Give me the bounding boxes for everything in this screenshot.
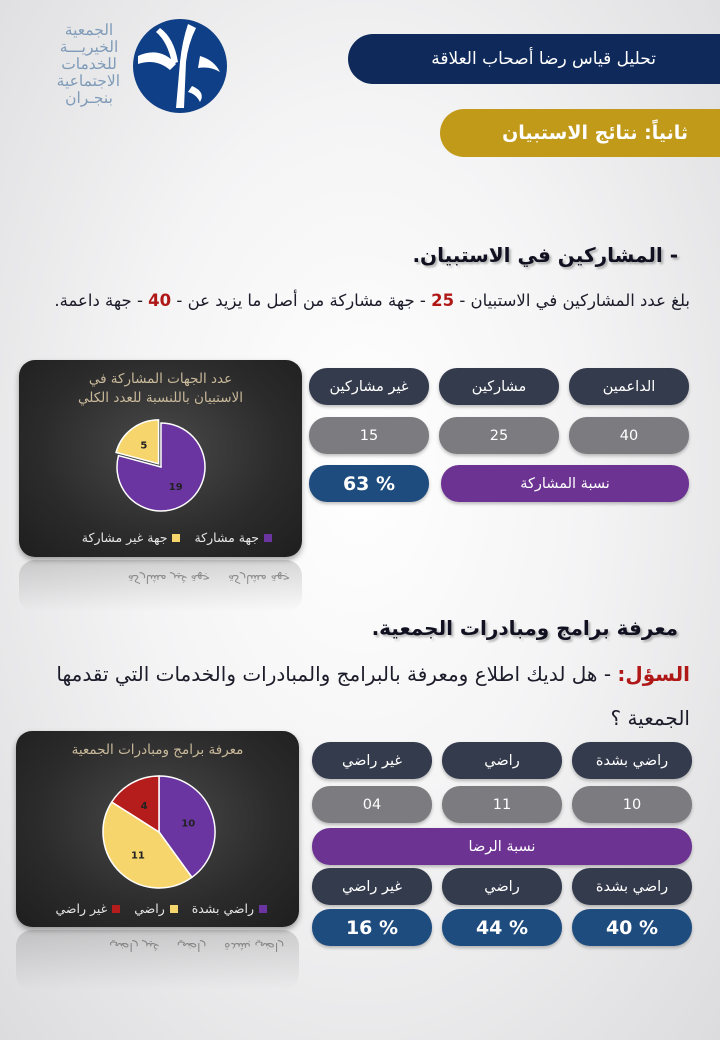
chart1-reflection bbox=[19, 560, 302, 612]
para-text: - جهة داعمة. bbox=[54, 291, 149, 310]
report-title bbox=[348, 34, 720, 84]
legend-label: راضي بشدة bbox=[191, 901, 254, 916]
chart2-legend bbox=[55, 901, 267, 916]
header-very-satisfied: راضي بشدة bbox=[572, 742, 692, 779]
para-text: - جهة مشاركة من أصل ما يزيد عن - bbox=[171, 291, 432, 310]
legend-swatch bbox=[112, 905, 120, 913]
chart1-pie bbox=[110, 416, 212, 518]
logo bbox=[52, 14, 232, 126]
reflection-label: غير راضي bbox=[109, 940, 159, 954]
satisfaction-rate-label: نسبة الرضا bbox=[312, 828, 692, 865]
legend-label: جهة غير مشاركة bbox=[81, 530, 168, 545]
header-not-satisfied: غير راضي bbox=[312, 742, 432, 779]
legend-item bbox=[134, 901, 178, 916]
question-text: - هل لديك اطلاع ومعرفة بالبرامج والمبادرات والخدمات التي تقدمها الجمعية ؟ bbox=[56, 662, 690, 730]
pie-label-not-satisfied: 4 bbox=[140, 801, 148, 813]
reflection-label: راضي bbox=[176, 940, 207, 954]
value-very-satisfied: 10 bbox=[572, 786, 692, 823]
chart1-reflection-legend bbox=[128, 572, 290, 586]
legend-label: غير راضي bbox=[55, 901, 108, 916]
section-title-text: ثانياً: نتائج الاستبيان bbox=[502, 122, 688, 144]
legend-label: جهة مشاركة bbox=[194, 530, 259, 545]
reflection-label: راضي بشدة bbox=[224, 940, 284, 954]
value-not-satisfied: 04 bbox=[312, 786, 432, 823]
reflection-label: جهة غير مشاركة bbox=[127, 572, 211, 586]
chart1-title-line: عدد الجهات المشاركة في bbox=[88, 371, 233, 387]
participants-count: 25 bbox=[431, 291, 455, 310]
header2-very-satisfied: راضي بشدة bbox=[572, 868, 692, 905]
percent-very-satisfied: % 40 bbox=[572, 909, 692, 946]
header-satisfied: راضي bbox=[442, 742, 562, 779]
pie-label-non-participating: 5 bbox=[140, 440, 148, 452]
chart2-reflection-legend bbox=[109, 940, 284, 954]
report-title-text: تحليل قياس رضا أصحاب العلاقة bbox=[431, 49, 656, 69]
chart1-legend bbox=[82, 530, 272, 545]
legend-label: راضي bbox=[134, 901, 165, 916]
header-non-participants: غير مشاركين bbox=[309, 368, 429, 405]
participants-paragraph bbox=[30, 285, 690, 316]
participation-rate-label: نسبة المشاركة bbox=[441, 465, 689, 502]
chart2-pie bbox=[100, 773, 218, 891]
logo-line: للخدمات bbox=[61, 55, 117, 73]
percent-not-satisfied: % 16 bbox=[312, 909, 432, 946]
pie-label-participating: 19 bbox=[168, 482, 183, 494]
header2-satisfied: راضي bbox=[442, 868, 562, 905]
chart1-title-line: الاستبيان باللنسبة للعدد الكلي bbox=[78, 390, 243, 406]
question-label: السؤل: bbox=[617, 662, 690, 686]
chart2-title: معرفة برامج ومبادرات الجمعية bbox=[71, 742, 244, 758]
chart2-reflection bbox=[16, 930, 299, 990]
header-participants: مشاركين bbox=[439, 368, 559, 405]
logo-line: بنجـران bbox=[65, 89, 113, 107]
supporters-count: 40 bbox=[148, 291, 172, 310]
logo-line: الجمعية bbox=[64, 21, 114, 39]
percent-satisfied: % 44 bbox=[442, 909, 562, 946]
value-non-participants: 15 bbox=[309, 417, 429, 454]
awareness-heading: معرفة برامج ومبادرات الجمعية. bbox=[371, 616, 678, 640]
header-supporters: الداعمين bbox=[569, 368, 689, 405]
reflection-label: جهة مشاركة bbox=[228, 572, 290, 586]
legend-item bbox=[194, 530, 272, 545]
legend-swatch bbox=[264, 534, 272, 542]
participation-rate-value: % 63 bbox=[309, 465, 429, 502]
value-supporters: 40 bbox=[569, 417, 689, 454]
awareness-question bbox=[30, 652, 690, 740]
pie-label-very-satisfied: 10 bbox=[181, 818, 196, 830]
participation-chart bbox=[19, 360, 302, 557]
logo-line: الاجتماعية bbox=[56, 72, 120, 90]
header2-not-satisfied: غير راضي bbox=[312, 868, 432, 905]
section-title bbox=[440, 109, 720, 157]
logo-text bbox=[58, 22, 120, 107]
logo-line: الخيريـــة bbox=[59, 38, 119, 56]
pie-label-satisfied: 11 bbox=[130, 850, 145, 862]
legend-swatch bbox=[170, 905, 178, 913]
participants-heading: - المشاركين في الاستبيان. bbox=[412, 243, 678, 267]
logo-emblem-icon bbox=[130, 16, 230, 116]
legend-swatch bbox=[259, 905, 267, 913]
legend-item bbox=[55, 901, 120, 916]
legend-item bbox=[82, 530, 181, 545]
para-text: بلغ عدد المشاركين في الاستبيان - bbox=[454, 291, 690, 310]
value-participants: 25 bbox=[439, 417, 559, 454]
value-satisfied: 11 bbox=[442, 786, 562, 823]
awareness-chart bbox=[16, 731, 299, 927]
legend-swatch bbox=[172, 534, 180, 542]
chart1-title bbox=[19, 370, 302, 408]
legend-item bbox=[192, 901, 267, 916]
